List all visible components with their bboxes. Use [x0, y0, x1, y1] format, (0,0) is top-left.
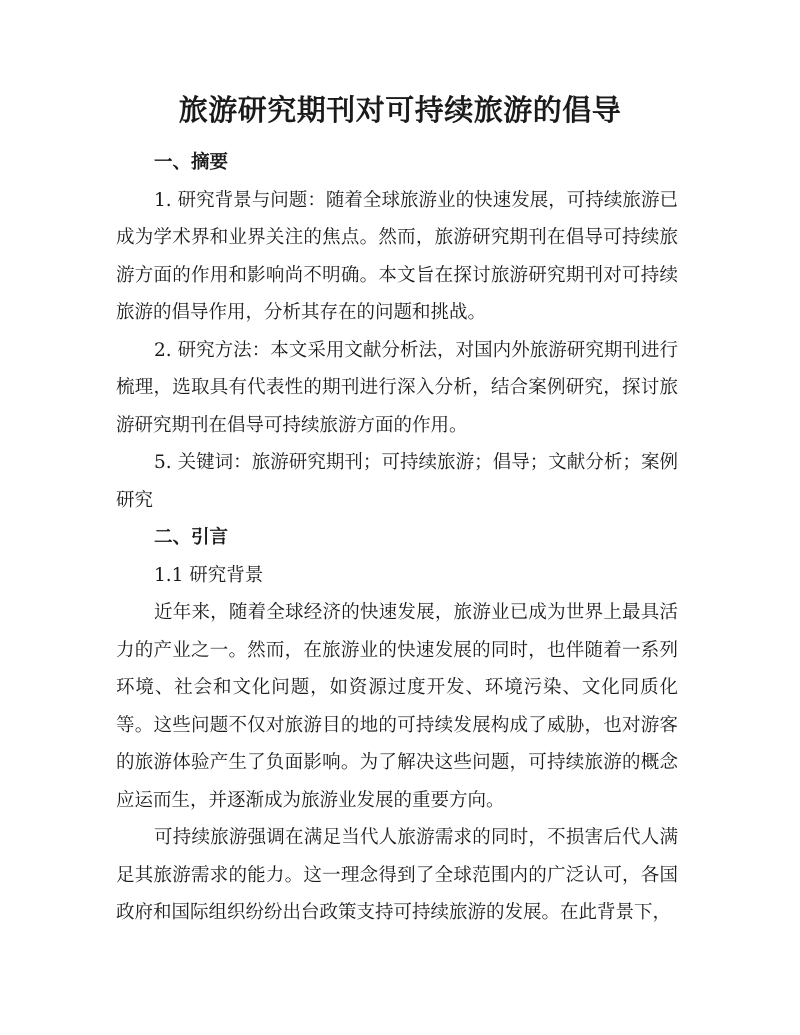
- section-heading-introduction: 二、引言: [154, 527, 229, 548]
- abstract-paragraph-background: 1. 研究背景与问题：随着全球旅游业的快速发展，可持续旅游已成为学术界和业界关注的焦点。然而，旅游研究期刊在倡导可持续旅游方面的作用和影响尚不明确。本文旨在探讨旅游研究期刊对可持续旅游的倡导作用，分析其存在的问题和挑战。: [116, 189, 678, 323]
- section-heading-abstract: 一、摘要: [154, 152, 229, 173]
- abstract-paragraph-keywords: 5. 关键词：旅游研究期刊；可持续旅游；倡导；文献分析；案例研究: [116, 452, 678, 511]
- subsection-heading-background: 1.1 研究背景: [154, 564, 264, 586]
- document-title: 旅游研究期刊对可持续旅游的倡导: [178, 93, 622, 127]
- abstract-paragraph-method: 2. 研究方法：本文采用文献分析法，对国内外旅游研究期刊进行梳理，选取具有代表性的期刊进行深入分析，结合案例研究，探讨旅游研究期刊在倡导可持续旅游方面的作用。: [116, 339, 678, 436]
- intro-paragraph-1: 近年来，随着全球经济的快速发展，旅游业已成为世界上最具活力的产业之一。然而，在旅游业的快速发展的同时，也伴随着一系列环境、社会和文化问题，如资源过度开发、环境污染、文化同质化等。这些问题不仅对旅游目的地的可持续发展构成了威胁，也对游客的旅游体验产生了负面影响。为了解决这些问题，可持续旅游的概念应运而生，并逐渐成为旅游业发展的重要方向。: [116, 602, 678, 811]
- intro-paragraph-2: 可持续旅游强调在满足当代人旅游需求的同时，不损害后代人满足其旅游需求的能力。这一理念得到了全球范围内的广泛认可，各国政府和国际组织纷纷出台政策支持可持续旅游的发展。在此背景下，: [116, 827, 678, 923]
- document-body: [116, 144, 678, 932]
